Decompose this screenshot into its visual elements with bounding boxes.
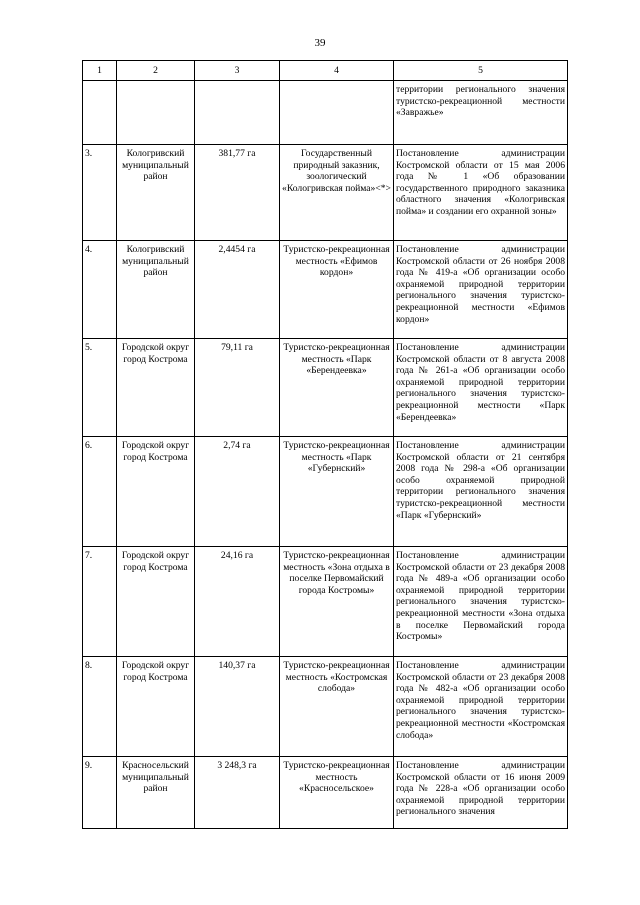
row-district: Кологривский муниципальный район: [117, 145, 195, 241]
row-name: Туристско-рекреационная местность «Парк «Берендеевка»: [280, 339, 394, 437]
table-row: [83, 547, 568, 657]
table-row: [83, 437, 568, 547]
header-col-2: 2: [117, 61, 195, 81]
row-document: Постановление администрации Костромской области от 23 декабря 2008 года № 482-а «Об организации особо охраняемой природной территории регионального значения туристско-рекреационной местности «Костромская слобода»: [394, 657, 568, 757]
row-number: 7.: [83, 547, 117, 657]
header-col-5: 5: [394, 61, 568, 81]
row-area: 79,11 га: [195, 339, 280, 437]
header-col-1: 1: [83, 61, 117, 81]
row-area: 24,16 га: [195, 547, 280, 657]
row-district: Городской округ город Кострома: [117, 547, 195, 657]
header-col-4: 4: [280, 61, 394, 81]
row-district: Городской округ город Кострома: [117, 657, 195, 757]
row-number: 6.: [83, 437, 117, 547]
row-area: 381,77 га: [195, 145, 280, 241]
row-district: Городской округ город Кострома: [117, 437, 195, 547]
table-row: [83, 145, 568, 241]
row-name: Туристско-рекреационная местность «Парк «Губернский»: [280, 437, 394, 547]
table-row: [83, 339, 568, 437]
row-name: Туристско-рекреационная местность «Красносельское»: [280, 757, 394, 829]
row-document: Постановление администрации Костромской области от 15 мая 2006 года № 1 «Об образовании государственного природного заказника областного значения «Кологривская пойма» и создании его охранной зоны»: [394, 145, 568, 241]
row-area: 2,74 га: [195, 437, 280, 547]
row-number: 5.: [83, 339, 117, 437]
row-number: 3.: [83, 145, 117, 241]
row-document: Постановление администрации Костромской области от 23 декабря 2008 года № 489-а «Об организации особо охраняемой природной территории регионального значения туристско-рекреационной местности «Зона отдыха в поселке Первомайский города Костромы»: [394, 547, 568, 657]
row-name: Государственный природный заказник, зоологический «Кологривская пойма»<*>: [280, 145, 394, 241]
row-district: Кологривский муниципальный район: [117, 241, 195, 339]
row-area: 3 248,3 га: [195, 757, 280, 829]
header-col-3: 3: [195, 61, 280, 81]
row-document: Постановление администрации Костромской области от 8 августа 2008 года № 261-а «Об организации особо охраняемой природной территории регионального значения туристско-рекреационной местности «Парк «Берендеевка»: [394, 339, 568, 437]
row-number: [83, 81, 117, 145]
table-row: [83, 241, 568, 339]
row-document: Постановление администрации Костромской области от 16 июня 2009 года № 228-а «Об организации особо охраняемой природной территории регионального значения: [394, 757, 568, 829]
row-area: 140,37 га: [195, 657, 280, 757]
row-district: [117, 81, 195, 145]
table-row: [83, 657, 568, 757]
table-row: [83, 757, 568, 829]
row-area: 2,4454 га: [195, 241, 280, 339]
row-name: Туристско-рекреационная местность «Зона отдыха в поселке Первомайский города Костромы»: [280, 547, 394, 657]
row-district: Красносельский муниципальный район: [117, 757, 195, 829]
row-name: Туристско-рекреационная местность «Костромская слобода»: [280, 657, 394, 757]
table-header-row: [83, 61, 568, 81]
row-document: Постановление администрации Костромской области от 21 сентября 2008 года № 298-а «Об организации особо охраняемой природной территории регионального значения туристско-рекреационной местности «Парк «Губернский»: [394, 437, 568, 547]
row-document: территории регионального значения туристско-рекреационной местности «Завражье»: [394, 81, 568, 145]
table-row: [83, 81, 568, 145]
row-name: [280, 81, 394, 145]
row-number: 4.: [83, 241, 117, 339]
row-district: Городской округ город Кострома: [117, 339, 195, 437]
row-area: [195, 81, 280, 145]
row-number: 9.: [83, 757, 117, 829]
row-name: Туристско-рекреационная местность «Ефимов кордон»: [280, 241, 394, 339]
row-number: 8.: [83, 657, 117, 757]
row-document: Постановление администрации Костромской области от 26 ноября 2008 года № 419-а «Об организации особо охраняемой природной территории регионального значения туристско-рекреационной местности «Ефимов кордон»: [394, 241, 568, 339]
page-number: 39: [314, 37, 326, 49]
protected-areas-table: [82, 60, 568, 829]
